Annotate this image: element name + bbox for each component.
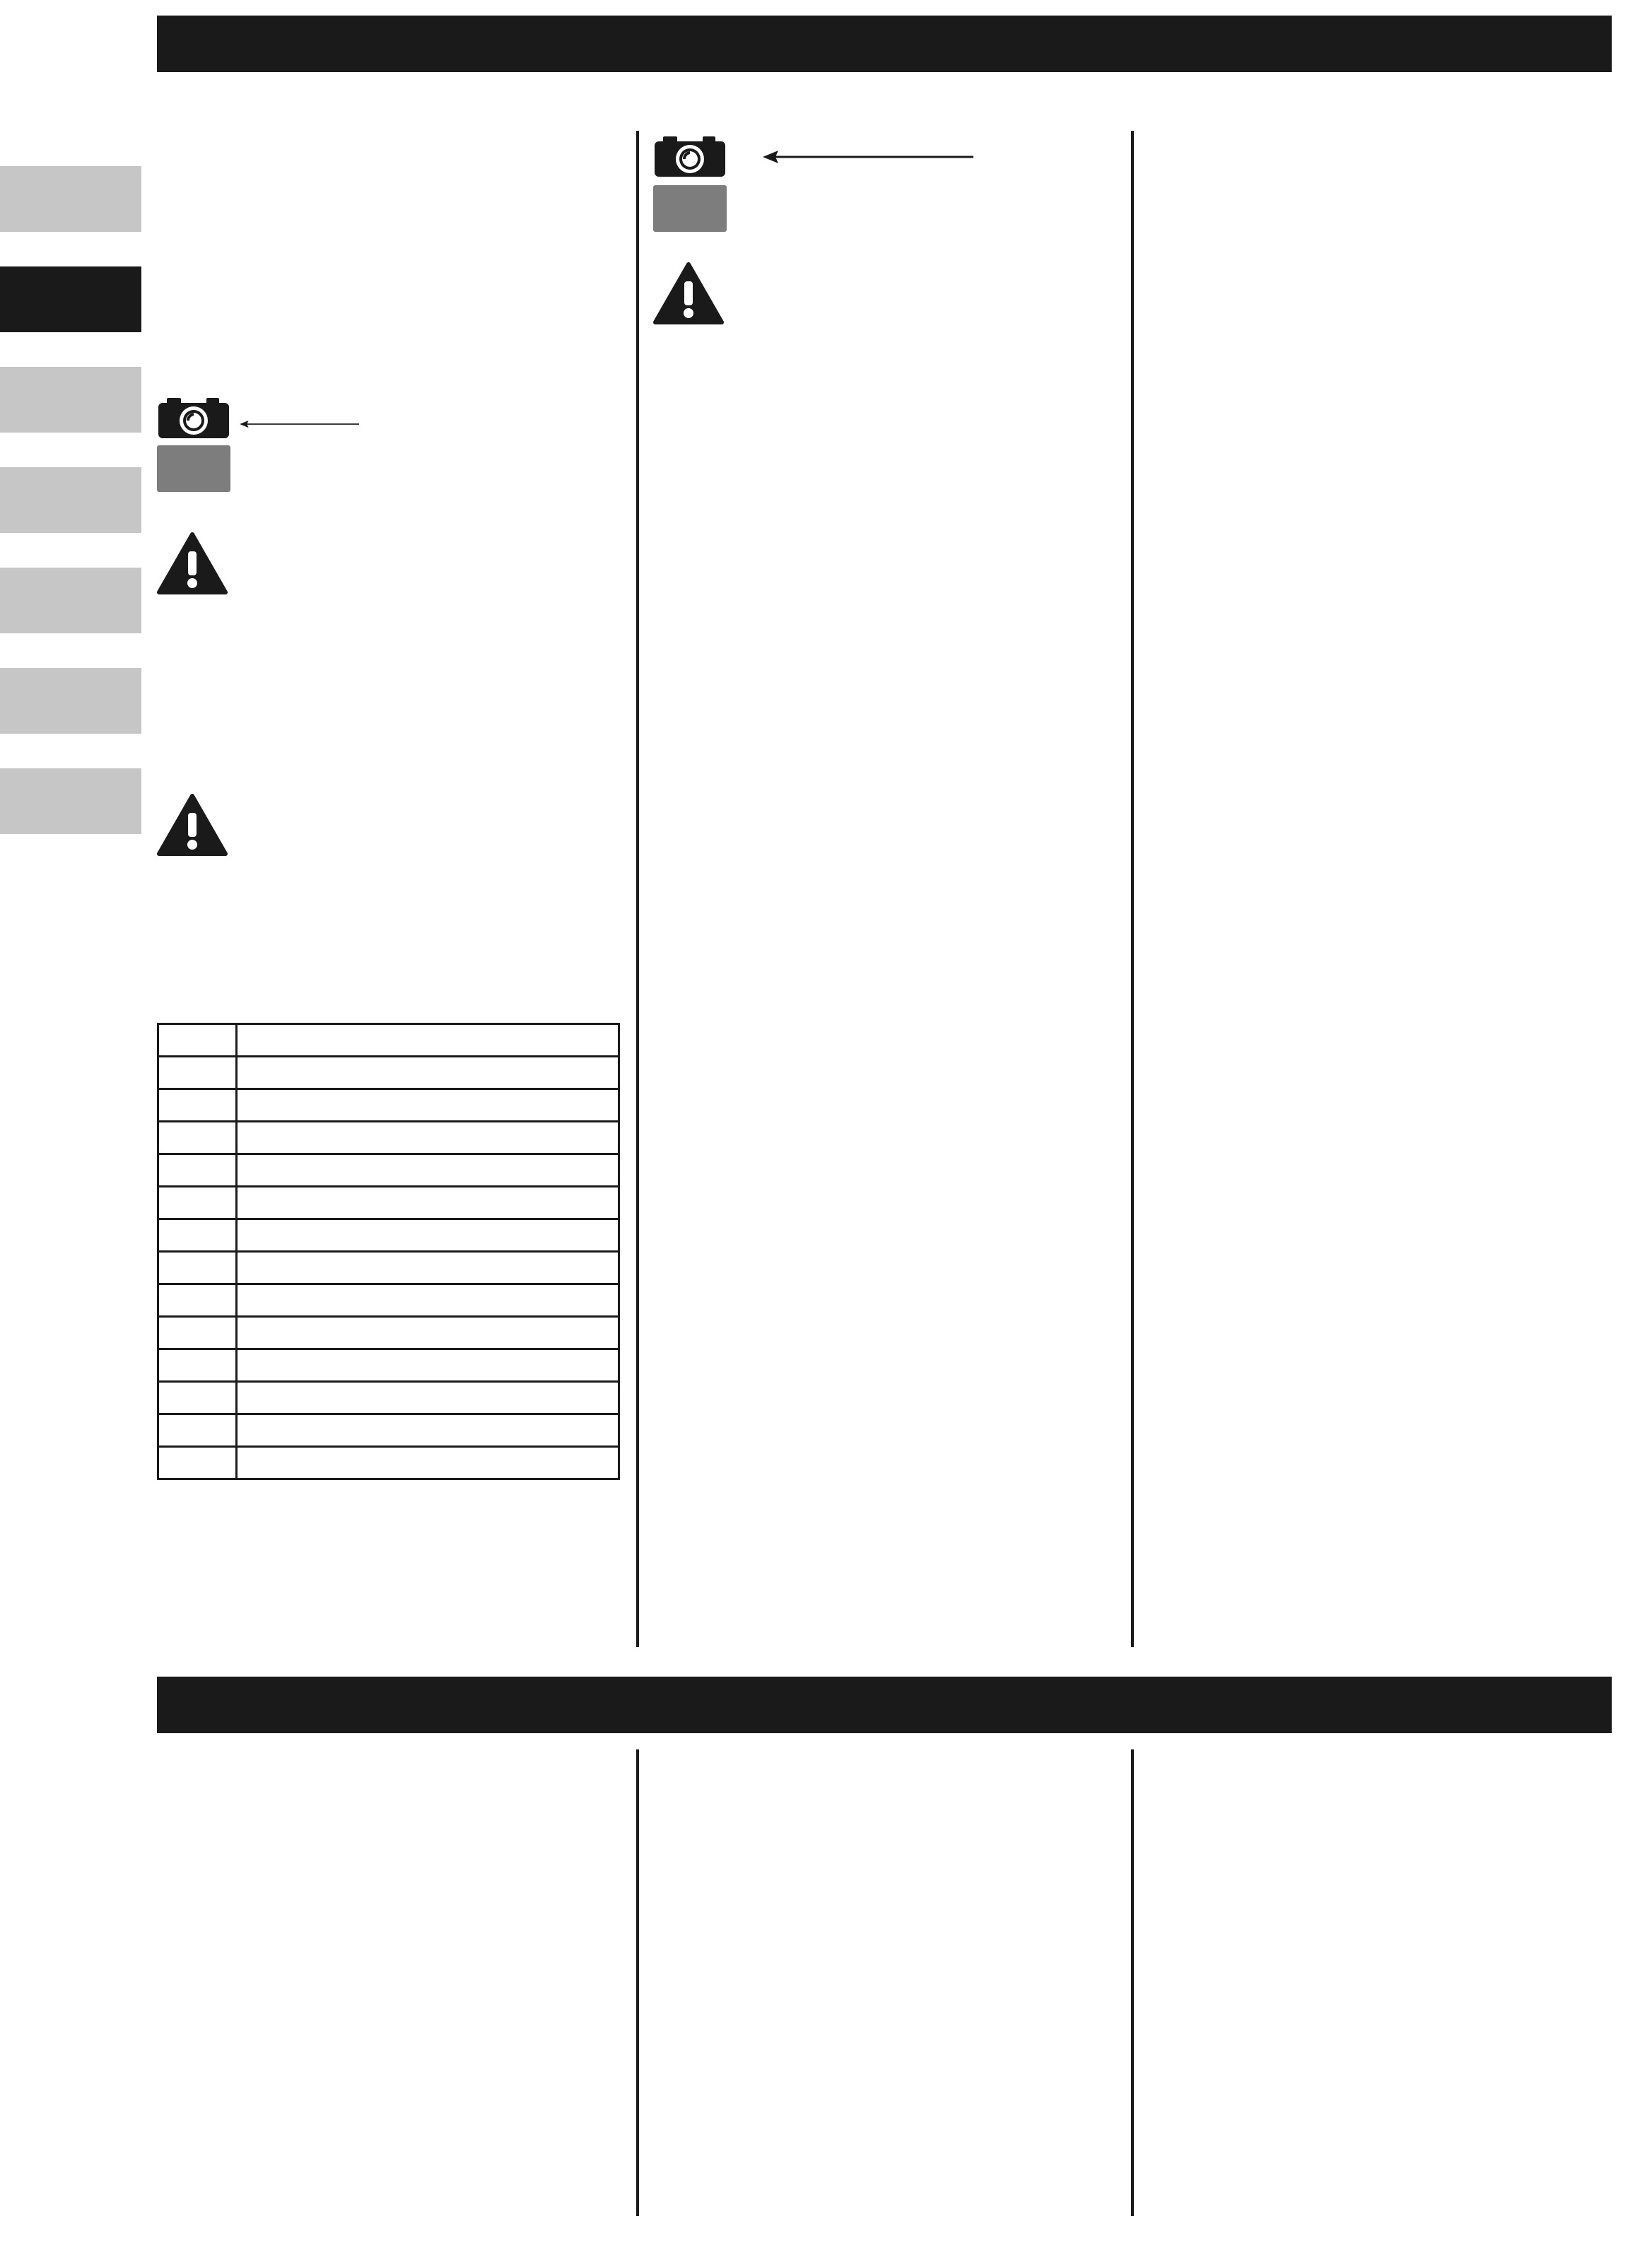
camera-icon [157, 396, 230, 440]
table-row [158, 1187, 619, 1219]
table-row [158, 1284, 619, 1317]
table-header-ref [158, 1024, 237, 1057]
column-divider [1131, 131, 1134, 1647]
warning-icon [653, 262, 724, 325]
figure-ref-1-1 [157, 445, 230, 492]
table-row [158, 1057, 619, 1089]
table-row [158, 1252, 619, 1284]
arrow-left-icon [737, 150, 998, 164]
column-divider [636, 131, 639, 1647]
arrow-left-icon [239, 417, 359, 431]
table-row [158, 1089, 619, 1122]
lang-tab-lv[interactable] [0, 467, 141, 533]
camera-icon [653, 134, 727, 178]
lang-tab-ro[interactable] [0, 668, 141, 734]
section-title-starting [157, 1677, 1612, 1733]
column-divider [636, 1749, 639, 2216]
lang-tab-et[interactable] [0, 266, 141, 332]
section-title-unpacking [157, 16, 1612, 72]
table-row [158, 1154, 619, 1187]
table-header-contents [237, 1024, 619, 1057]
lang-tab-uk[interactable] [0, 768, 141, 834]
table-row [158, 1219, 619, 1252]
lang-tab-lt[interactable] [0, 367, 141, 433]
figure-ref-1-2 [653, 185, 727, 232]
warning-icon [157, 793, 228, 857]
table-row [158, 1349, 619, 1382]
lang-tab-bg[interactable] [0, 568, 141, 633]
lang-tab-ru[interactable] [0, 166, 141, 232]
box-contents-table [157, 1023, 620, 1480]
table-row [158, 1414, 619, 1447]
column-divider [1131, 1749, 1134, 2216]
table-row [158, 1317, 619, 1349]
table-row [158, 1447, 619, 1479]
table-row [158, 1382, 619, 1414]
warning-icon [157, 532, 228, 595]
table-row [158, 1122, 619, 1154]
